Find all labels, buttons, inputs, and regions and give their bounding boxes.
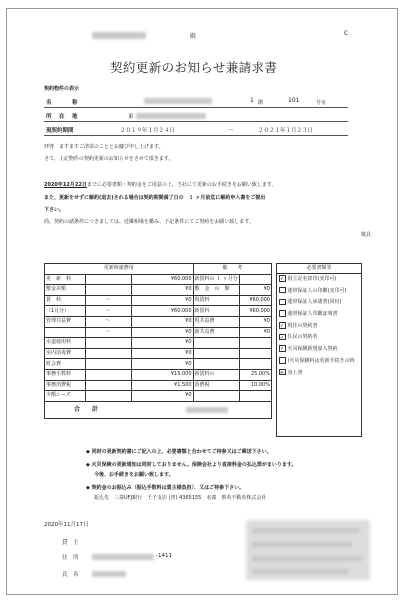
fee-period [85, 380, 131, 391]
fee-label: 管理共益費 [45, 316, 86, 327]
required-doc-item [279, 368, 361, 380]
remarks-header: 備 考 [193, 264, 271, 275]
required-docs-list [277, 274, 361, 379]
name-label: 名 称 [46, 100, 79, 106]
fee-note: 新賃料の １ ヶ月分 [193, 274, 240, 285]
fee-amount: ¥1,500 [131, 380, 193, 391]
fee-amount: ¥0 [131, 295, 193, 306]
closing-text: 敬具 [361, 232, 372, 238]
fee-label: 賃 料 [45, 295, 86, 306]
required-docs-box [276, 263, 362, 437]
company-stamp-line-1 [252, 528, 360, 533]
fee-note-amount [240, 274, 272, 285]
fee-note-amount [240, 391, 272, 402]
fee-row [45, 391, 272, 402]
required-doc-item [279, 309, 361, 321]
fee-row [45, 338, 272, 349]
period-tilde: ～ [228, 128, 234, 134]
address-redacted [136, 113, 206, 119]
fee-period [85, 369, 131, 380]
lender-address-suffix: -1411 [156, 553, 172, 559]
fee-label: 事務手数料 [45, 369, 86, 380]
required-doc-label: 現住の契約書 [287, 322, 318, 329]
empty-box-icon [279, 287, 286, 294]
company-stamp-line-2 [252, 542, 352, 547]
fee-row [45, 306, 272, 317]
notice-1: ◆ 同封の更新契約書にご記入の上、必要書類と合わせてご持参又はご郵送下さい。 [86, 449, 272, 455]
fee-note [193, 348, 240, 359]
floor-number: 1 [250, 97, 254, 104]
lender-name-redacted [92, 571, 126, 577]
address-prefix: 東 [128, 114, 134, 120]
fee-note: 現賃料 [193, 295, 240, 306]
issue-date: 2020年11月17日 [44, 522, 89, 528]
fee-label: 水道使用料 [45, 338, 86, 349]
empty-box-icon [279, 357, 286, 364]
page-title: 契約更新のお知らせ兼請求書 [110, 60, 278, 75]
fee-amount: ¥0 [131, 338, 193, 349]
fee-label: 更 新 料 [45, 274, 86, 285]
notice-2: ◆ 火災保険の更新通知は同封しておりません。保険会社より直接料金の払込票がまいります。 [86, 462, 297, 468]
fee-note-amount: ¥0 [240, 327, 272, 338]
fee-amount: ¥0 [131, 327, 193, 338]
recipient-suffix: 殿 [190, 33, 197, 40]
fee-note [193, 391, 240, 402]
checked-box-icon [279, 322, 286, 329]
fee-note [193, 359, 240, 370]
required-doc-label: 連帯保証人の印鑑(実印可) [287, 287, 347, 294]
fee-row [45, 359, 272, 370]
cancellation-line: また、更新をせずに解約(退去)される場合は契約期間満了日の １ ヶ月前迄に解約申入書をご提出 [44, 195, 266, 201]
empty-box-icon [279, 299, 286, 306]
fee-row [45, 369, 272, 380]
lender-name-label: 氏 名 [62, 572, 79, 578]
address-label: 所 在 地 [46, 114, 79, 120]
total-label: 合 計 [74, 406, 99, 414]
fee-note-amount [240, 348, 272, 359]
fee-period [85, 338, 131, 349]
fee-amount: ¥0 [131, 391, 193, 402]
fee-row [45, 274, 272, 285]
property-name-redacted [144, 98, 212, 104]
floor-unit: 階 [258, 100, 264, 106]
fee-period [85, 359, 131, 370]
period-start: ２０１９年１月２４日 [120, 128, 176, 134]
fee-amount: ¥0 [131, 348, 193, 359]
fee-note-amount: 10.00% [240, 380, 272, 391]
fee-period: ～ [85, 327, 131, 338]
fee-period [85, 274, 131, 285]
fee-note: 敷 金 の 額 [193, 285, 240, 296]
required-doc-label: 住民の契約者 [287, 334, 318, 341]
required-docs-header: 必要書類等 [277, 264, 361, 274]
room-unit: 号室 [316, 100, 327, 106]
required-doc-item [279, 344, 361, 356]
fee-period: ～ [85, 306, 131, 317]
lender-label: 貸 主 [62, 540, 79, 546]
required-doc-label: 火災保険新規加入契約 [287, 346, 338, 353]
fee-note: 新賃料の [193, 369, 240, 380]
fee-row [45, 295, 272, 306]
fee-row [45, 380, 272, 391]
bank-info: 振込先 三菱UFJ銀行 王子支店 (普) 4365155 名義 蔡英不動産株式会社 [94, 495, 267, 501]
fee-note: 消費税 [193, 380, 240, 391]
required-doc-label: 連帯保証人印鑑証明書 [287, 311, 338, 318]
fee-note-amount: ¥0 [240, 316, 272, 327]
checked-box-icon [279, 334, 286, 341]
required-doc-label: 身上書 [287, 369, 303, 376]
fee-note [193, 338, 240, 349]
fee-label: 少額シーズ [45, 391, 86, 402]
fee-period: ～ [85, 295, 131, 306]
period-underline [44, 135, 348, 136]
deadline-date: 2020年12月22日 [44, 182, 87, 188]
address-underline [44, 121, 348, 122]
checked-box-icon [279, 345, 286, 352]
checked-box-icon [279, 275, 286, 282]
fee-note: 新共益費 [193, 327, 240, 338]
recipient-name-redacted [92, 32, 146, 39]
fee-period [85, 391, 131, 402]
fee-row [45, 348, 272, 359]
fee-note: 新賃料 [193, 306, 240, 317]
required-doc-item [279, 286, 361, 298]
required-doc-label: 借主記名捺印(実印可) [287, 276, 337, 282]
notice-2b: 今後、お手続きをお願い致します。 [94, 472, 174, 478]
company-stamp-line-3 [252, 556, 362, 561]
fee-note-amount [240, 338, 272, 349]
fee-row [45, 316, 272, 327]
fee-label: 事務消費税 [45, 380, 86, 391]
fee-label: （1月分） [45, 306, 86, 317]
fee-row [45, 327, 272, 338]
required-doc-item [279, 321, 361, 333]
greeting-line-1: 拝啓 ますますご清栄のこととお慶び申し上げます。 [44, 144, 164, 150]
lender-address-redacted [92, 554, 154, 560]
fee-note-amount: ¥60,000 [240, 306, 272, 317]
fee-period: ～ [85, 316, 131, 327]
fee-note-amount: ¥0 [240, 285, 272, 296]
cancellation-line-2: 下さい。 [44, 207, 65, 213]
total-row [45, 401, 272, 418]
total-amount-redacted [186, 407, 228, 413]
fee-amount: ¥60,000 [131, 274, 193, 285]
fee-period [85, 348, 131, 359]
fee-label [45, 327, 86, 338]
fees-table [44, 263, 272, 419]
required-doc-item [279, 297, 361, 309]
fee-note-amount [240, 359, 272, 370]
fee-amount: ¥15,000 [131, 369, 193, 380]
fees-header: 更新時諸費用 [45, 264, 194, 275]
conditions-line: 尚、契約の諸条件につきましては、近隣相場を鑑み、下記条件にてご契約をお願い致します。 [44, 219, 254, 225]
fee-row [45, 285, 272, 296]
company-stamp-line-4 [252, 569, 348, 574]
required-doc-item [279, 332, 361, 344]
fee-note: 現共益費 [193, 316, 240, 327]
required-doc-label: 連帯保証人承諾書(同封) [287, 299, 342, 306]
notice-3: ◆ 契約金のお振込み（振込手数料は貴主様負担）、又はご持参下さい。 [86, 485, 245, 491]
fee-amount: ¥0 [131, 316, 193, 327]
room-number: 101 [288, 97, 300, 104]
lender-address-label: 住 所 [62, 555, 79, 561]
fee-amount: ¥60,000 [131, 306, 193, 317]
fee-label: 室内消毒費 [45, 348, 86, 359]
period-end: ２０２１年１月２３日 [258, 128, 314, 134]
period-label: 現契約期間 [46, 128, 74, 134]
required-doc-item [279, 274, 361, 286]
fee-note-amount: 25.00% [240, 369, 272, 380]
empty-box-icon [279, 310, 286, 317]
fee-label: 町会費 [45, 359, 86, 370]
contract-section-label: 契約物件の表示 [44, 86, 80, 92]
corner-mark: C [344, 30, 349, 37]
fee-amount: ¥0 [131, 285, 193, 296]
required-doc-label: (火災保険料は更新手続きの時に) [279, 357, 355, 375]
fee-label: 敷金差額 [45, 285, 86, 296]
name-underline [44, 107, 348, 108]
fee-note-amount: ¥60,000 [240, 295, 272, 306]
deadline-paragraph [44, 181, 276, 188]
greeting-line-2: さて、上記物件の契約更新のお知らせをさせて頂きます。 [44, 156, 174, 162]
fee-amount: ¥0 [131, 359, 193, 370]
checked-box-icon [279, 369, 286, 376]
fee-period [85, 285, 131, 296]
deadline-text: までに必要書類・契約金をご用意の上、当社にて更新のお手続きをお願い致します。 [86, 182, 277, 188]
